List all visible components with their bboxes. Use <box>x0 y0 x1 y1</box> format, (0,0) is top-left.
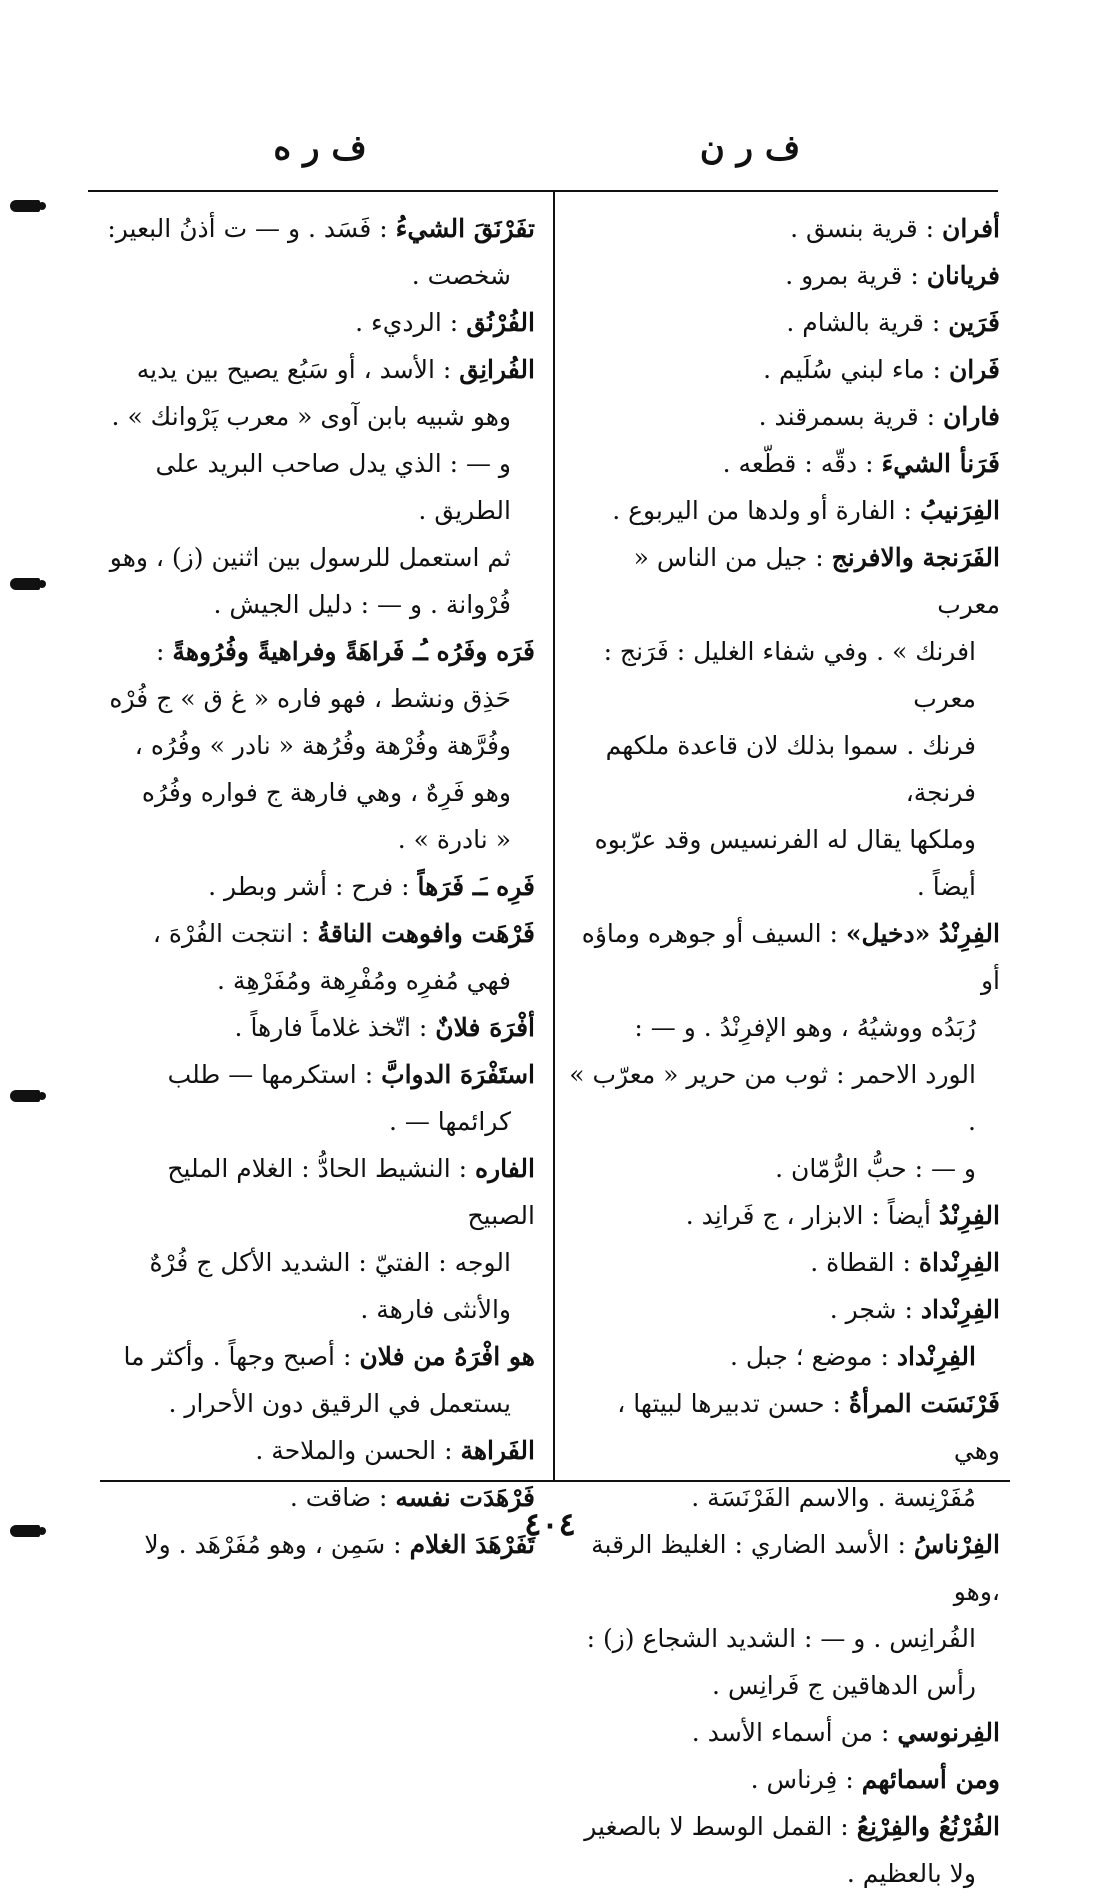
right-column <box>565 205 1000 1897</box>
definition-text: : ماء لبني سُلَيم . <box>763 355 941 384</box>
header-root-letters-left: ف ر ه <box>273 128 367 168</box>
entry-line <box>565 346 1000 393</box>
entry-line <box>565 1333 1000 1380</box>
dictionary-entry <box>565 1192 1000 1239</box>
definition-text: : دقّه : قطّعه . <box>722 449 874 478</box>
entry-line <box>95 1286 535 1333</box>
definition-text: : الحسن والملاحة . <box>255 1436 453 1465</box>
definition-text: شخصت . <box>411 261 511 290</box>
entry-line <box>95 205 535 252</box>
dictionary-entry <box>565 1380 1000 1521</box>
definition-text: : الرديء . <box>355 308 459 337</box>
headword: فَرَه وفَرُه ـُـ فَراهَةً وفراهيةً وفُرُوهةً <box>172 637 535 666</box>
entry-line <box>95 393 535 440</box>
definition-text: : قرية بنسق . <box>790 214 935 243</box>
dictionary-entry <box>565 1333 1000 1380</box>
entry-line <box>565 440 1000 487</box>
definition-text: : فَسَد . و — ت أذنُ البعير: <box>107 214 388 243</box>
entry-line <box>95 299 535 346</box>
headword: فريانان <box>926 261 1000 290</box>
dictionary-entry <box>565 299 1000 346</box>
dictionary-entry <box>565 252 1000 299</box>
headword: فَرْهَت وافوهت الناقةُ <box>317 919 535 948</box>
headword: الفِرَنيبُ <box>919 496 1000 525</box>
entry-line <box>565 1662 1000 1709</box>
dictionary-entry <box>95 1051 535 1145</box>
entry-line <box>565 1709 1000 1756</box>
dictionary-entry <box>565 1521 1000 1709</box>
definition-text: : موضع ؛ جبل . <box>730 1342 889 1371</box>
dictionary-entry <box>95 1145 535 1333</box>
definition-text: : شجر . <box>829 1295 913 1324</box>
dictionary-entry <box>95 299 535 346</box>
definition-text: فرنك . سموا بذلك لان قاعدة ملكهم فرنجة، <box>605 731 976 807</box>
dictionary-entry <box>565 393 1000 440</box>
headword: الفُرْنُعُ والفِرْنِعُ <box>856 1812 1000 1841</box>
definition-text: وملكها يقال له الفرنسيس وقد عرّبوه أيضاً . <box>594 825 976 901</box>
definition-text: : قرية بمرو . <box>785 261 919 290</box>
entry-line <box>565 534 1000 628</box>
entry-line <box>565 252 1000 299</box>
entry-line <box>95 1427 535 1474</box>
definition-text: وهو فَرِهٌ ، وهي فارهة ج فواره وفُرُه <box>141 778 511 807</box>
headword: فَرَين <box>948 308 1000 337</box>
column-divider <box>553 192 555 1480</box>
headword: الفِرْناسُ <box>913 1530 1000 1559</box>
dictionary-entry <box>565 910 1000 1192</box>
dictionary-entry <box>565 1756 1000 1803</box>
definition-text: رُبَدُه ووشيُهُ ، وهو الإفرِنْدُ . و — : <box>634 1013 976 1042</box>
headword: الفَراهة <box>460 1436 535 1465</box>
entry-line <box>95 722 535 769</box>
headword: الفِرِنْداة <box>918 1248 1000 1277</box>
dictionary-entry <box>565 440 1000 487</box>
headword: الفِرنوسي <box>897 1718 1000 1747</box>
entry-line <box>95 675 535 722</box>
entry-line <box>95 1333 535 1380</box>
definition-text: : اتّخذ غلاماً فارهاً . <box>234 1013 428 1042</box>
headword: فاران <box>943 402 1000 431</box>
dictionary-entry <box>95 205 535 299</box>
definition-text: رأس الدهاقين ج فَرانِس . <box>712 1671 976 1700</box>
definition-text: : السيف أو جوهره وماؤه أو <box>581 919 1000 995</box>
entry-line <box>95 1380 535 1427</box>
entry-line <box>565 1803 1000 1850</box>
headword: الفُرْنُق <box>466 308 535 337</box>
dictionary-entry <box>565 1803 1000 1897</box>
entry-line <box>95 581 535 628</box>
headword: أفْرَهَ فلانٌ <box>435 1013 535 1042</box>
definition-text: : الأسد الضاري : الغليظ الرقبة ،وهو <box>591 1530 1000 1606</box>
definition-text: : قرية بالشام . <box>786 308 941 337</box>
headword: الفِرِنْدُ «دخيل» <box>845 919 1000 948</box>
dictionary-entry <box>95 1427 535 1474</box>
headword: فَرْهَدَت نفسه <box>395 1483 535 1512</box>
dictionary-entry <box>95 1474 535 1521</box>
entry-line <box>95 1145 535 1239</box>
headword: الفِرِنْداد <box>920 1295 1000 1324</box>
definition-text: فهي مُفرِه ومُفْرِهة ومُفَرْهِة . <box>217 966 511 995</box>
left-column <box>95 205 535 1568</box>
headword: الفِرِنْداد <box>896 1342 976 1371</box>
headword: استَفْرَهَ الدوابَّ <box>381 1060 535 1089</box>
dictionary-entry <box>95 346 535 628</box>
definition-text: وهو شبيه بابن آوى « معرب پَرْوانك » . <box>111 402 511 431</box>
definition-text: و — : الذي يدل صاحب البريد على الطريق . <box>155 449 511 525</box>
dictionary-entry <box>95 863 535 910</box>
definition-text: فُرْوانة . و — : دليل الجيش . <box>213 590 511 619</box>
entry-line <box>565 1380 1000 1474</box>
headword: الفِرِنْدُ <box>938 1201 1000 1230</box>
entry-line <box>565 1615 1000 1662</box>
dictionary-entry <box>565 1709 1000 1756</box>
headword: فَرِه ـَـ فَرَهاً <box>417 872 535 901</box>
margin-mark <box>10 578 40 590</box>
definition-text: وفُرَّهة وفُرْهة وفُرُهة « نادر » وفُرُه ، <box>134 731 511 760</box>
entry-line <box>565 393 1000 440</box>
page-number: ٤٠٤ <box>524 1505 576 1543</box>
definition-text: : قرية بسمرقند . <box>758 402 936 431</box>
definition-text: الورد الاحمر : ثوب من حرير « معرّب » . <box>569 1060 976 1136</box>
dictionary-entry <box>95 1333 535 1427</box>
entry-line <box>565 487 1000 534</box>
definition-text: : من أسماء الأسد . <box>691 1718 890 1747</box>
entry-line <box>95 1474 535 1521</box>
definition-text: و — : حبُّ الرُّمّان . <box>775 1154 976 1183</box>
definition-text: : <box>156 637 165 666</box>
header-root-letters-right: ف ر ن <box>699 128 801 168</box>
entry-line <box>565 1474 1000 1521</box>
entry-line <box>565 628 1000 722</box>
headword: تفَرْنَقَ الشيءُ <box>395 214 535 243</box>
definition-text: : أصبح وجهاً . وأكثر ما <box>123 1342 352 1371</box>
dictionary-entry <box>95 628 535 863</box>
headword: فَران <box>948 355 1000 384</box>
definition-text: : القمل الوسط لا بالصغير <box>584 1812 849 1841</box>
margin-mark <box>10 1525 40 1537</box>
entry-line <box>565 722 1000 816</box>
headword: هو افْرَهُ من فلان <box>359 1342 535 1371</box>
headword: فَرَنأ الشيءَ <box>881 449 1000 478</box>
entry-line <box>565 1286 1000 1333</box>
definition-text: : فرح : أشر وبطر . <box>208 872 410 901</box>
entry-line <box>95 1239 535 1286</box>
top-rule <box>88 190 998 192</box>
entry-line <box>565 1850 1000 1897</box>
definition-text: الفُرانِس . و — : الشديد الشجاع (ز) : <box>586 1624 976 1653</box>
definition-text: يستعمل في الرقيق دون الأحرار . <box>168 1389 511 1418</box>
definition-text: : حسن تدبيرها لبيتها ، وهي <box>617 1389 1000 1465</box>
entry-line <box>95 1521 535 1568</box>
headword: أفران <box>942 214 1000 243</box>
definition-text: مُفَرْنِسة . والاسم الفَرْنَسَة . <box>691 1483 976 1512</box>
entry-line <box>95 863 535 910</box>
entry-line <box>95 346 535 393</box>
entry-line <box>565 910 1000 1004</box>
headword: الفَرَنجة والافرنج <box>831 543 1000 572</box>
definition-text: : الفارة أو ولدها من اليربوع . <box>612 496 912 525</box>
definition-text: : سَمِن ، وهو مُفَرْهَد . ولا <box>144 1530 402 1559</box>
dictionary-entry <box>565 1239 1000 1286</box>
definition-text: : استكرمها — طلب <box>167 1060 374 1089</box>
dictionary-entry <box>565 205 1000 252</box>
definition-text: ولا بالعظيم . <box>846 1859 976 1888</box>
definition-text: ثم استعمل للرسول بين اثنين (ز) ، وهو <box>109 543 511 572</box>
entry-line <box>565 205 1000 252</box>
entry-line <box>95 628 535 675</box>
definition-text: : ضاقت . <box>289 1483 388 1512</box>
entry-line <box>95 1098 535 1145</box>
headword: الفاره <box>475 1154 535 1183</box>
entry-line <box>95 957 535 1004</box>
entry-line <box>95 440 535 534</box>
entry-line <box>95 910 535 957</box>
entry-line <box>95 1004 535 1051</box>
definition-text: « نادرة » . <box>397 825 511 854</box>
definition-text: : القطاة . <box>810 1248 911 1277</box>
entry-line <box>565 1192 1000 1239</box>
entry-line <box>95 252 535 299</box>
entry-line <box>565 1004 1000 1051</box>
dictionary-entry <box>565 346 1000 393</box>
margin-mark <box>10 1090 40 1102</box>
entry-line <box>565 1051 1000 1145</box>
definition-text: : الأسد ، أو سَبُع يصيح بين يديه <box>136 355 452 384</box>
entry-line <box>565 816 1000 910</box>
margin-mark <box>10 200 40 212</box>
dictionary-entry <box>95 910 535 1004</box>
entry-line <box>95 534 535 581</box>
entry-line <box>95 769 535 816</box>
entry-line <box>95 1051 535 1098</box>
entry-line <box>565 1239 1000 1286</box>
headword: ومن أسمائهم <box>861 1765 1000 1794</box>
definition-text: الوجه : الفتيّ : الشديد الأكل ج فُرْهٌ <box>149 1248 511 1277</box>
entry-line <box>565 1521 1000 1615</box>
dictionary-entry <box>565 534 1000 910</box>
dictionary-entry <box>95 1521 535 1568</box>
entry-line <box>565 1756 1000 1803</box>
definition-text: كرائمها — . <box>388 1107 511 1136</box>
definition-text: : فِرناس . <box>750 1765 854 1794</box>
definition-text: : جيل من الناس « معرب <box>633 543 1000 619</box>
definition-text: حَذِق ونشط ، فهو فاره « غ ق » ج فُرْه <box>109 684 511 713</box>
dictionary-entry <box>95 1004 535 1051</box>
entry-line <box>565 299 1000 346</box>
dictionary-entry <box>565 487 1000 534</box>
definition-text: أيضاً : الابزار ، ج فَرانِد . <box>685 1201 931 1230</box>
definition-text: والأنثى فارهة . <box>360 1295 511 1324</box>
definition-text: : النشيط الحادُّ : الغلام المليح الصبيح <box>167 1154 535 1230</box>
entry-line <box>565 1145 1000 1192</box>
headword: فَرْنَسَت المرأةُ <box>848 1389 1000 1418</box>
entry-line <box>95 816 535 863</box>
definition-text: افرنك » . وفي شفاء الغليل : فَرَنج : معرب <box>603 637 976 713</box>
definition-text: : انتجت الفُرْهَ ، <box>152 919 310 948</box>
headword: الفُرانِق <box>459 355 535 384</box>
headword: تَفَرْهَدَ الغلام <box>409 1530 535 1559</box>
dictionary-entry <box>565 1286 1000 1333</box>
